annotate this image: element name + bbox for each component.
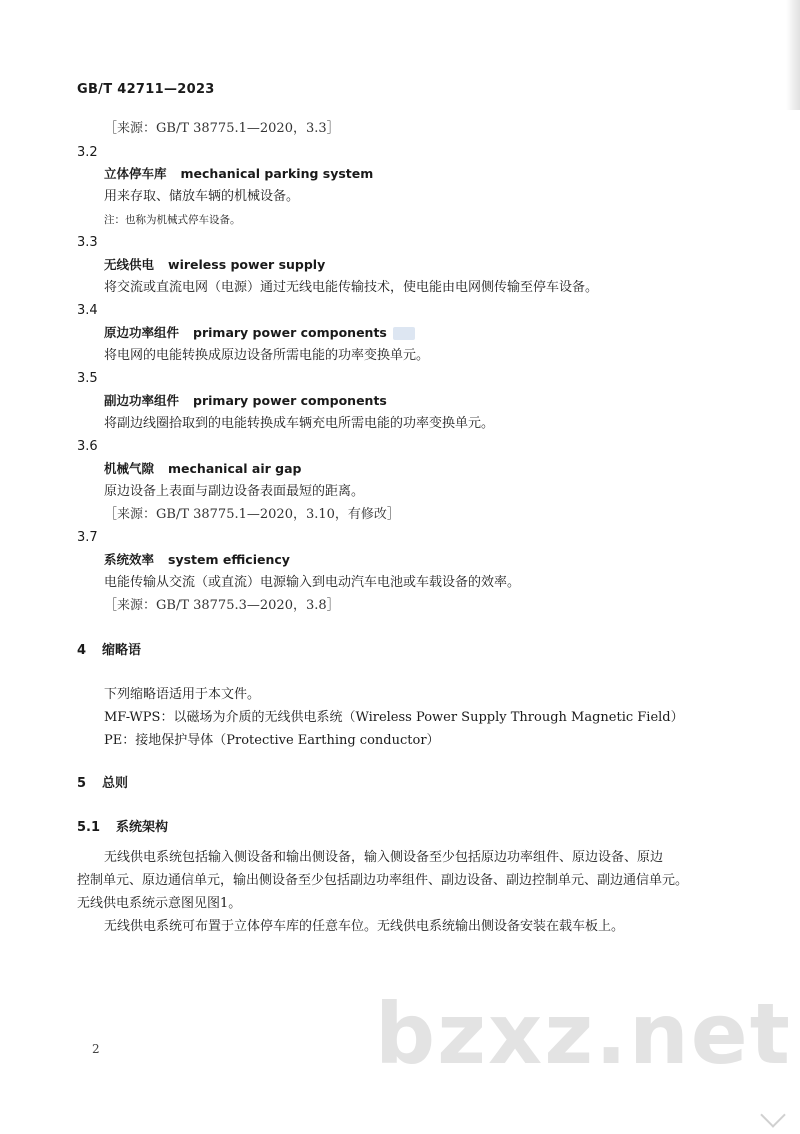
term-definition: 将电网的电能转换成原边设备所需电能的功率变换单元。 [104,348,430,363]
paragraph-line: 无线供电系统包括输入侧设备和输出侧设备，输入侧设备至少包括原边功率组件、原边设备、原边 [104,850,664,865]
term-en: mechanical parking system [180,166,374,181]
term-title [104,461,302,477]
term-title [104,166,373,182]
standard-header: GB/T 42711—2023 [77,82,215,97]
term-zh: 副边功率组件 [104,393,180,408]
page-edge-shadow [786,0,800,110]
section-title: 缩略语 [102,643,142,658]
term-number: 3.4 [77,303,98,318]
faint-stamp-mark [393,327,415,340]
term-zh: 无线供电 [104,257,155,272]
section-number: 5 [77,776,87,791]
paragraph-line: 无线供电系统示意图见图1。 [77,896,242,911]
term-definition: 将交流或直流电网（电源）通过无线电能传输技术，使电能由电网侧传输至停车设备。 [104,280,599,295]
term-number: 3.3 [77,235,98,250]
source-citation: ［来源：GB/T 38775.1—2020，3.10，有修改］ [104,507,400,522]
abbrev-item: PE：接地保护导体（Protective Earthing conductor） [104,733,440,748]
page-number: 2 [92,1042,100,1056]
term-title [104,325,387,341]
term-definition: 用来存取、储放车辆的机械设备。 [104,189,300,204]
term-en: primary power components [193,393,387,408]
term-title [104,552,290,568]
term-number: 3.5 [77,371,98,386]
subsection-title: 系统架构 [116,820,169,835]
term-definition: 原边设备上表面与副边设备表面最短的距离。 [104,484,365,499]
subsection-number: 5.1 [77,820,101,835]
term-title [104,393,387,409]
term-en: wireless power supply [168,257,326,272]
term-definition: 将副边线圈拾取到的电能转换成车辆充电所需电能的功率变换单元。 [104,416,495,431]
section-heading-abbreviations [77,643,141,659]
source-citation: ［来源：GB/T 38775.1—2020，3.3］ [104,121,340,136]
corner-fold-icon [760,1102,785,1127]
term-en: mechanical air gap [168,461,302,476]
section-title: 总则 [102,776,129,791]
term-title [104,257,325,273]
watermark-text: bzxz.net [375,985,792,1083]
subsection-heading-architecture [77,820,168,836]
term-number: 3.2 [77,145,98,160]
term-en: primary power components [193,325,387,340]
paragraph-line: 控制单元、原边通信单元，输出侧设备至少包括副边功率组件、副边设备、副边控制单元、副边通信单元。 [77,873,689,888]
paragraph-line: 无线供电系统可布置于立体停车库的任意车位。无线供电系统输出侧设备安装在载车板上。 [104,919,625,934]
term-note: 注：也称为机械式停车设备。 [104,214,241,226]
source-citation: ［来源：GB/T 38775.3—2020，3.8］ [104,598,340,613]
term-zh: 机械气隙 [104,461,155,476]
abbrev-item: MF-WPS：以磁场为介质的无线供电系统（Wireless Power Supply Through Magnetic Field） [104,710,684,725]
term-en: system efficiency [168,552,290,567]
section-heading-general [77,776,128,792]
abbrev-intro: 下列缩略语适用于本文件。 [104,687,261,702]
term-zh: 原边功率组件 [104,325,180,340]
term-zh: 立体停车库 [104,166,167,181]
term-definition: 电能传输从交流（或直流）电源输入到电动汽车电池或车载设备的效率。 [104,575,521,590]
section-number: 4 [77,643,87,658]
term-number: 3.6 [77,439,98,454]
term-number: 3.7 [77,530,98,545]
term-zh: 系统效率 [104,552,155,567]
